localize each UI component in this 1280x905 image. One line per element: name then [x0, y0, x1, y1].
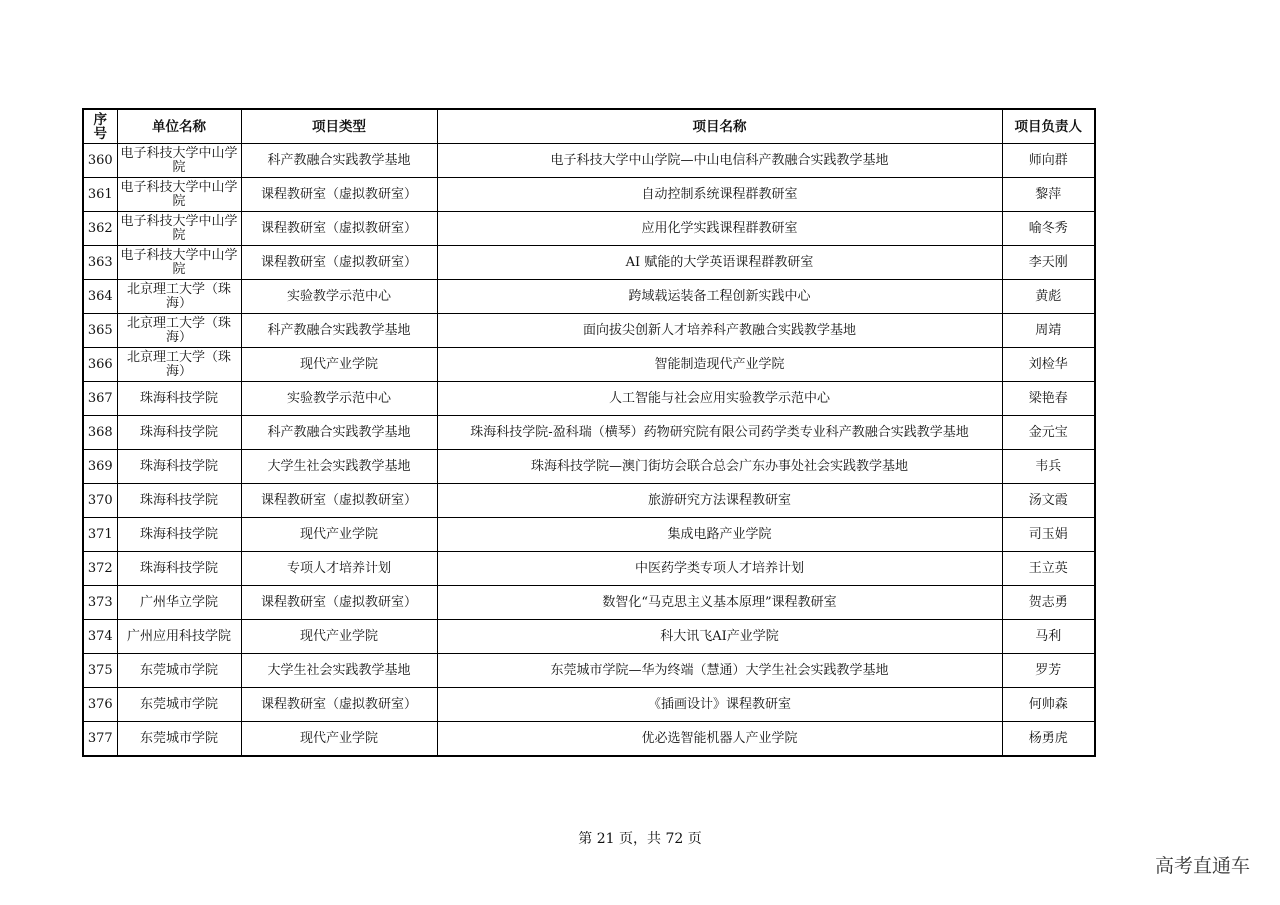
cell-project-name: 人工智能与社会应用实验教学示范中心	[437, 382, 1002, 416]
cell-project-name: 自动控制系统课程群教研室	[437, 178, 1002, 212]
cell-unit: 电子科技大学中山学院	[117, 144, 241, 178]
cell-type: 科产教融合实践教学基地	[241, 416, 437, 450]
cell-project-name: 《插画设计》课程教研室	[437, 688, 1002, 722]
header-leader: 项目负责人	[1002, 109, 1095, 144]
cell-project-name: 东莞城市学院—华为终端（慧通）大学生社会实践教学基地	[437, 654, 1002, 688]
cell-serial: 374	[83, 620, 117, 654]
cell-unit: 珠海科技学院	[117, 416, 241, 450]
cell-project-name: 跨域载运装备工程创新实践中心	[437, 280, 1002, 314]
table-row	[83, 688, 1095, 722]
cell-project-name: 中医药学类专项人才培养计划	[437, 552, 1002, 586]
table-row	[83, 722, 1095, 757]
cell-project-name: 电子科技大学中山学院—中山电信科产教融合实践教学基地	[437, 144, 1002, 178]
cell-project-name: AI 赋能的大学英语课程群教研室	[437, 246, 1002, 280]
cell-type: 现代产业学院	[241, 518, 437, 552]
cell-leader: 黎萍	[1002, 178, 1095, 212]
cell-leader: 汤文霞	[1002, 484, 1095, 518]
table-row	[83, 620, 1095, 654]
table-row	[83, 382, 1095, 416]
cell-type: 现代产业学院	[241, 620, 437, 654]
cell-type: 课程教研室（虚拟教研室）	[241, 212, 437, 246]
cell-serial: 371	[83, 518, 117, 552]
cell-serial: 372	[83, 552, 117, 586]
cell-type: 大学生社会实践教学基地	[241, 450, 437, 484]
table-row	[83, 212, 1095, 246]
cell-unit: 电子科技大学中山学院	[117, 246, 241, 280]
header-row	[83, 109, 1095, 144]
cell-serial: 364	[83, 280, 117, 314]
cell-unit: 电子科技大学中山学院	[117, 212, 241, 246]
cell-unit: 珠海科技学院	[117, 450, 241, 484]
cell-leader: 王立英	[1002, 552, 1095, 586]
cell-leader: 师向群	[1002, 144, 1095, 178]
cell-project-name: 旅游研究方法课程教研室	[437, 484, 1002, 518]
cell-type: 现代产业学院	[241, 348, 437, 382]
cell-unit: 北京理工大学（珠海）	[117, 280, 241, 314]
cell-type: 课程教研室（虚拟教研室）	[241, 484, 437, 518]
cell-serial: 370	[83, 484, 117, 518]
cell-leader: 何帅森	[1002, 688, 1095, 722]
cell-leader: 李天刚	[1002, 246, 1095, 280]
cell-serial: 375	[83, 654, 117, 688]
table-row	[83, 586, 1095, 620]
page-number: 第 21 页，共 72 页	[578, 831, 702, 847]
table-row	[83, 246, 1095, 280]
table-body	[83, 144, 1095, 757]
cell-type: 科产教融合实践教学基地	[241, 314, 437, 348]
cell-project-name: 数智化“马克思主义基本原理”课程教研室	[437, 586, 1002, 620]
cell-leader: 梁艳春	[1002, 382, 1095, 416]
table-row	[83, 280, 1095, 314]
table-row	[83, 348, 1095, 382]
cell-leader: 韦兵	[1002, 450, 1095, 484]
cell-project-name: 珠海科技学院—澳门街坊会联合总会广东办事处社会实践教学基地	[437, 450, 1002, 484]
cell-project-name: 优必选智能机器人产业学院	[437, 722, 1002, 757]
watermark-logo-text: 高考直通车	[1154, 855, 1250, 877]
cell-type: 科产教融合实践教学基地	[241, 144, 437, 178]
cell-type: 实验教学示范中心	[241, 382, 437, 416]
cell-serial: 368	[83, 416, 117, 450]
cell-project-name: 面向拔尖创新人才培养科产教融合实践教学基地	[437, 314, 1002, 348]
table-row	[83, 416, 1095, 450]
cell-leader: 金元宝	[1002, 416, 1095, 450]
cell-project-name: 集成电路产业学院	[437, 518, 1002, 552]
cell-type: 现代产业学院	[241, 722, 437, 757]
project-table	[82, 108, 1096, 757]
cell-unit: 东莞城市学院	[117, 722, 241, 757]
cell-leader: 贺志勇	[1002, 586, 1095, 620]
cell-type: 大学生社会实践教学基地	[241, 654, 437, 688]
cell-project-name: 智能制造现代产业学院	[437, 348, 1002, 382]
cell-unit: 珠海科技学院	[117, 382, 241, 416]
cell-unit: 广州应用科技学院	[117, 620, 241, 654]
cell-project-name: 珠海科技学院-盈科瑞（横琴）药物研究院有限公司药学类专业科产教融合实践教学基地	[437, 416, 1002, 450]
cell-unit: 电子科技大学中山学院	[117, 178, 241, 212]
cell-unit: 珠海科技学院	[117, 484, 241, 518]
cell-serial: 362	[83, 212, 117, 246]
cell-type: 实验教学示范中心	[241, 280, 437, 314]
cell-type: 课程教研室（虚拟教研室）	[241, 688, 437, 722]
cell-leader: 杨勇虎	[1002, 722, 1095, 757]
cell-serial: 360	[83, 144, 117, 178]
table-row	[83, 314, 1095, 348]
table-row	[83, 450, 1095, 484]
table-header	[83, 109, 1095, 144]
cell-type: 课程教研室（虚拟教研室）	[241, 178, 437, 212]
table-row	[83, 654, 1095, 688]
cell-serial: 367	[83, 382, 117, 416]
cell-serial: 361	[83, 178, 117, 212]
cell-leader: 周靖	[1002, 314, 1095, 348]
cell-unit: 珠海科技学院	[117, 518, 241, 552]
cell-leader: 马利	[1002, 620, 1095, 654]
cell-type: 课程教研室（虚拟教研室）	[241, 586, 437, 620]
table-row	[83, 484, 1095, 518]
table-row	[83, 178, 1095, 212]
cell-leader: 刘检华	[1002, 348, 1095, 382]
cell-leader: 罗芳	[1002, 654, 1095, 688]
header-serial: 序号	[83, 109, 117, 144]
table-row	[83, 144, 1095, 178]
cell-unit: 北京理工大学（珠海）	[117, 314, 241, 348]
cell-serial: 369	[83, 450, 117, 484]
table-row	[83, 552, 1095, 586]
cell-unit: 东莞城市学院	[117, 688, 241, 722]
table-row	[83, 518, 1095, 552]
cell-unit: 东莞城市学院	[117, 654, 241, 688]
header-type: 项目类型	[241, 109, 437, 144]
cell-serial: 363	[83, 246, 117, 280]
cell-serial: 376	[83, 688, 117, 722]
cell-serial: 377	[83, 722, 117, 757]
cell-unit: 广州华立学院	[117, 586, 241, 620]
cell-serial: 365	[83, 314, 117, 348]
cell-leader: 黄彪	[1002, 280, 1095, 314]
cell-leader: 喻冬秀	[1002, 212, 1095, 246]
header-project-name: 项目名称	[437, 109, 1002, 144]
header-unit: 单位名称	[117, 109, 241, 144]
cell-leader: 司玉娟	[1002, 518, 1095, 552]
cell-serial: 366	[83, 348, 117, 382]
cell-unit: 北京理工大学（珠海）	[117, 348, 241, 382]
cell-type: 专项人才培养计划	[241, 552, 437, 586]
cell-unit: 珠海科技学院	[117, 552, 241, 586]
cell-type: 课程教研室（虚拟教研室）	[241, 246, 437, 280]
cell-serial: 373	[83, 586, 117, 620]
cell-project-name: 科大讯飞AI产业学院	[437, 620, 1002, 654]
cell-project-name: 应用化学实践课程群教研室	[437, 212, 1002, 246]
